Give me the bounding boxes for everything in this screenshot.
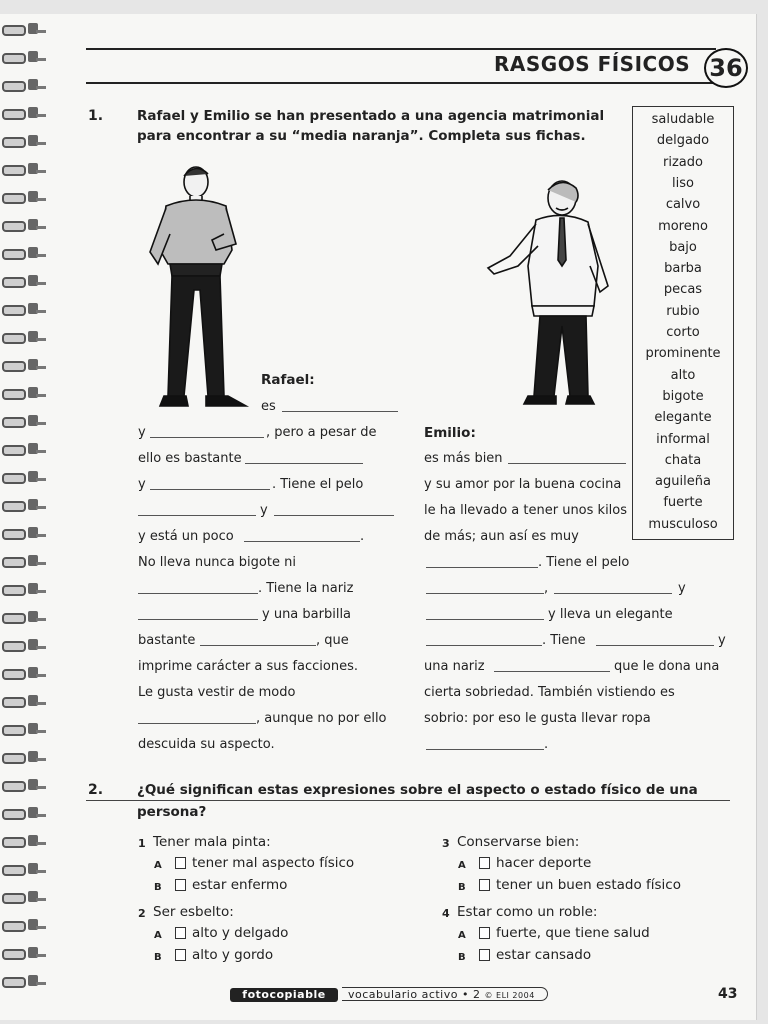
ring-wire: [36, 926, 46, 929]
option-letter-b: B: [154, 882, 162, 893]
rafael-blank-9[interactable]: [138, 619, 258, 620]
exercise-2-number: 2.: [88, 782, 104, 798]
ring-wire: [36, 646, 46, 649]
item-prompt: Tener mala pinta:: [153, 834, 271, 850]
ring-wire: [36, 338, 46, 341]
spiral-binding: [0, 22, 48, 997]
word-bank-item: aguileña: [655, 474, 711, 490]
item-number: 1: [138, 837, 146, 850]
spiral-ring: [2, 106, 44, 120]
option-a-text: hacer deporte: [496, 855, 592, 871]
spiral-ring: [2, 666, 44, 680]
ring-loop: [2, 585, 26, 596]
ring-wire: [36, 982, 46, 985]
spiral-ring: [2, 582, 44, 596]
option-a-text: fuerte, que tiene salud: [496, 925, 650, 941]
spiral-ring: [2, 78, 44, 92]
rafael-blank-6[interactable]: [274, 515, 394, 516]
checkbox-option-b[interactable]: [175, 879, 186, 891]
word-bank-item: pecas: [663, 282, 703, 298]
ring-loop: [2, 725, 26, 736]
header-bottom-rule: [86, 82, 716, 84]
ring-loop: [2, 501, 26, 512]
rafael-blank-2[interactable]: [150, 437, 264, 438]
option-letter-a: A: [154, 930, 162, 941]
ring-loop: [2, 25, 26, 36]
word-bank-item: moreno: [658, 218, 708, 234]
word-bank-item: calvo: [665, 197, 701, 213]
rafael-blank-1[interactable]: [282, 411, 398, 412]
emilio-line-dona: que le dona una: [614, 659, 720, 674]
word-bank-item: elegante: [654, 410, 712, 426]
ring-wire: [36, 534, 46, 537]
word-bank-item: musculoso: [648, 516, 718, 532]
word-bank-item: liso: [672, 175, 694, 191]
item-number: 3: [442, 837, 450, 850]
rafael-name: Rafael:: [261, 372, 315, 388]
ring-wire: [36, 142, 46, 145]
option-a-text: alto y delgado: [192, 925, 289, 941]
spiral-ring: [2, 302, 44, 316]
rafael-period-1: .: [360, 529, 365, 544]
ring-wire: [36, 170, 46, 173]
ring-loop: [2, 221, 26, 232]
emilio-blank-4[interactable]: [554, 593, 672, 594]
emilio-line-tiene-pelo: . Tiene el pelo: [538, 555, 630, 570]
ring-loop: [2, 529, 26, 540]
ring-loop: [2, 949, 26, 960]
rafael-line-bastante: bastante: [138, 633, 196, 648]
emilio-name: Emilio:: [424, 425, 476, 441]
emilio-blank-5[interactable]: [426, 619, 544, 620]
exercise-1-instruction-line2: para encontrar a su “media naranja”. Completa sus fichas.: [137, 128, 586, 144]
ring-wire: [36, 786, 46, 789]
ring-wire: [36, 254, 46, 257]
spiral-ring: [2, 778, 44, 792]
checkbox-option-b[interactable]: [175, 949, 186, 961]
spiral-ring: [2, 358, 44, 372]
rafael-blank-4[interactable]: [150, 489, 270, 490]
ring-loop: [2, 669, 26, 680]
spiral-ring: [2, 274, 44, 288]
rafael-line-pero: , pero a pesar de: [266, 425, 377, 440]
ring-loop: [2, 753, 26, 764]
ring-loop: [2, 781, 26, 792]
ring-loop: [2, 697, 26, 708]
word-bank-item: rizado: [663, 154, 703, 170]
ring-wire: [36, 618, 46, 621]
spiral-ring: [2, 918, 44, 932]
rafael-illustration: [136, 160, 256, 412]
item-prompt: Ser esbelto:: [153, 904, 234, 920]
checkbox-option-a[interactable]: [479, 927, 490, 939]
emilio-blank-7[interactable]: [596, 645, 714, 646]
emilio-blank-8[interactable]: [494, 671, 610, 672]
option-b-text: estar enfermo: [192, 877, 288, 893]
unit-number-badge: 36: [704, 48, 748, 88]
option-letter-a: A: [154, 860, 162, 871]
spiral-ring: [2, 554, 44, 568]
exercise-2-instruction-line1: ¿Qué significan estas expresiones sobre el aspecto o estado físico de una: [137, 782, 698, 798]
ring-loop: [2, 809, 26, 820]
option-letter-a: A: [458, 860, 466, 871]
spiral-ring: [2, 862, 44, 876]
emilio-line-una-nariz: una nariz: [424, 659, 485, 674]
exercise-1-number: 1.: [88, 108, 104, 124]
ring-loop: [2, 193, 26, 204]
rafael-blank-5[interactable]: [138, 515, 256, 516]
word-bank-item: chata: [664, 452, 702, 468]
rafael-blank-10[interactable]: [200, 645, 316, 646]
ring-wire: [36, 310, 46, 313]
ring-wire: [36, 506, 46, 509]
spiral-ring: [2, 190, 44, 204]
ring-loop: [2, 305, 26, 316]
checkbox-option-a[interactable]: [479, 857, 490, 869]
spiral-ring: [2, 330, 44, 344]
ring-loop: [2, 137, 26, 148]
ring-loop: [2, 445, 26, 456]
ring-wire: [36, 730, 46, 733]
word-bank-item: corto: [666, 325, 700, 340]
ring-loop: [2, 613, 26, 624]
item-prompt: Conservarse bien:: [457, 834, 580, 850]
footer-series: [342, 987, 548, 1001]
emilio-line-llevado: le ha llevado a tener unos kilos: [424, 503, 628, 518]
spiral-ring: [2, 246, 44, 260]
ring-wire: [36, 450, 46, 453]
item-number: 4: [442, 907, 450, 920]
emilio-illustration: [480, 176, 616, 408]
ring-wire: [36, 226, 46, 229]
rafael-blank-11[interactable]: [138, 723, 256, 724]
ring-loop: [2, 893, 26, 904]
emilio-blank-6[interactable]: [426, 645, 542, 646]
spiral-ring: [2, 750, 44, 764]
emilio-blank-1[interactable]: [508, 463, 626, 464]
ring-wire: [36, 954, 46, 957]
spiral-ring: [2, 218, 44, 232]
word-bank-item: rubio: [666, 303, 700, 319]
word-bank-item: delgado: [656, 133, 710, 149]
ring-wire: [36, 870, 46, 873]
ring-wire: [36, 422, 46, 425]
ring-wire: [36, 58, 46, 61]
checkbox-option-b[interactable]: [479, 879, 490, 891]
rafael-line-que: , que: [316, 633, 349, 648]
rafael-line-tiene-pelo: . Tiene el pelo: [272, 477, 364, 492]
header-top-rule: [86, 48, 716, 50]
spiral-ring: [2, 134, 44, 148]
ring-loop: [2, 977, 26, 988]
rafael-line-le-gusta: Le gusta vestir de modo: [138, 685, 296, 700]
emilio-line-demas: de más; aun así es muy: [424, 529, 579, 544]
ring-wire: [36, 198, 46, 201]
ring-loop: [2, 361, 26, 372]
rafael-line-descuida: descuida su aspecto.: [138, 737, 275, 752]
emilio-blank-2[interactable]: [426, 567, 538, 568]
ring-wire: [36, 282, 46, 285]
ring-wire: [36, 86, 46, 89]
fotocopiable-badge: fotocopiable: [230, 988, 338, 1002]
rafael-line-esta-poco: y está un poco: [138, 529, 234, 544]
rafael-blank-7[interactable]: [244, 541, 360, 542]
option-letter-a: A: [458, 930, 466, 941]
word-bank-item: saludable: [651, 112, 715, 127]
option-letter-b: B: [154, 952, 162, 963]
word-bank-item: bigote: [662, 388, 704, 404]
checkbox-option-a[interactable]: [175, 857, 186, 869]
word-bank-item: bajo: [669, 239, 697, 255]
spiral-ring: [2, 498, 44, 512]
ring-loop: [2, 837, 26, 848]
option-b-text: tener un buen estado físico: [496, 877, 681, 893]
ring-loop: [2, 249, 26, 260]
series-name: vocabulario activo • 2: [348, 988, 481, 1001]
ring-loop: [2, 921, 26, 932]
emilio-line-sobriedad: cierta sobriedad. También vistiendo es: [424, 685, 675, 700]
ring-wire: [36, 478, 46, 481]
ring-loop: [2, 277, 26, 288]
option-b-text: estar cansado: [496, 947, 592, 963]
ring-wire: [36, 898, 46, 901]
ring-loop: [2, 333, 26, 344]
ring-loop: [2, 109, 26, 120]
spiral-ring: [2, 610, 44, 624]
item-prompt: Estar como un roble:: [457, 904, 598, 920]
emilio-blank-9[interactable]: [426, 749, 544, 750]
ring-wire: [36, 366, 46, 369]
checkbox-option-b[interactable]: [479, 949, 490, 961]
ring-wire: [36, 394, 46, 397]
spiral-ring: [2, 162, 44, 176]
spiral-ring: [2, 414, 44, 428]
spiral-ring: [2, 22, 44, 36]
emilio-line-sobrio: sobrio: por eso le gusta llevar ropa: [424, 711, 651, 726]
option-letter-b: B: [458, 952, 466, 963]
checkbox-option-a[interactable]: [175, 927, 186, 939]
exercise-1-instruction-line1: Rafael y Emilio se han presentado a una agencia matrimonial: [137, 108, 605, 124]
ring-loop: [2, 473, 26, 484]
spiral-ring: [2, 806, 44, 820]
spiral-ring: [2, 386, 44, 400]
emilio-period: .: [544, 737, 549, 752]
ring-wire: [36, 842, 46, 845]
word-bank: [632, 106, 734, 540]
emilio-line-tiene: . Tiene: [542, 633, 586, 648]
rafael-line-tiene-nariz: . Tiene la nariz: [258, 581, 354, 596]
option-letter-b: B: [458, 882, 466, 893]
emilio-line-y: y: [678, 581, 686, 596]
spiral-ring: [2, 442, 44, 456]
ring-wire: [36, 758, 46, 761]
copyright-notice: © ELI 2004: [484, 991, 535, 1000]
spiral-ring: [2, 890, 44, 904]
page-title: RASGOS FÍSICOS: [494, 52, 691, 76]
ring-wire: [36, 30, 46, 33]
rafael-line-y2: y: [138, 477, 146, 492]
ring-loop: [2, 81, 26, 92]
spiral-ring: [2, 470, 44, 484]
emilio-line-mas-bien: es más bien: [424, 451, 503, 466]
item-number: 2: [138, 907, 146, 920]
word-bank-item: alto: [670, 367, 696, 383]
rafael-line-ello: ello es bastante: [138, 451, 242, 466]
ring-wire: [36, 814, 46, 817]
ring-wire: [36, 702, 46, 705]
ring-loop: [2, 165, 26, 176]
rafael-line-aunque: , aunque no por ello: [256, 711, 387, 726]
rafael-blank-8[interactable]: [138, 593, 258, 594]
ring-wire: [36, 114, 46, 117]
emilio-comma: ,: [544, 581, 549, 596]
rafael-line-es: es: [261, 399, 276, 414]
spiral-ring: [2, 946, 44, 960]
ring-loop: [2, 865, 26, 876]
ring-loop: [2, 641, 26, 652]
page-number: 43: [718, 986, 738, 1002]
spiral-ring: [2, 638, 44, 652]
spiral-ring: [2, 50, 44, 64]
emilio-blank-3[interactable]: [426, 593, 544, 594]
option-b-text: alto y gordo: [192, 947, 274, 963]
rafael-line-barbilla: y una barbilla: [262, 607, 352, 622]
ring-wire: [36, 674, 46, 677]
ring-loop: [2, 389, 26, 400]
exercise-2-instruction-line2: persona?: [137, 804, 207, 820]
word-bank-item: informal: [656, 431, 710, 447]
ring-wire: [36, 562, 46, 565]
emilio-line-y2: y: [718, 633, 726, 648]
word-bank-item: barba: [664, 261, 702, 277]
spiral-ring: [2, 694, 44, 708]
spiral-ring: [2, 974, 44, 988]
spiral-ring: [2, 526, 44, 540]
word-bank-item: fuerte: [663, 495, 703, 511]
spiral-ring: [2, 834, 44, 848]
ring-loop: [2, 557, 26, 568]
ring-loop: [2, 417, 26, 428]
emilio-line-lleva: y lleva un elegante: [548, 607, 673, 622]
rafael-line-y3: y: [260, 503, 268, 518]
ring-loop: [2, 53, 26, 64]
rafael-line-y1: y: [138, 425, 146, 440]
spiral-ring: [2, 722, 44, 736]
emilio-line-amor: y su amor por la buena cocina: [424, 477, 622, 492]
rafael-blank-3[interactable]: [245, 463, 363, 464]
rafael-line-no-lleva: No lleva nunca bigote ni: [138, 555, 296, 570]
word-bank-item: prominente: [645, 346, 721, 362]
ring-wire: [36, 590, 46, 593]
option-a-text: tener mal aspecto físico: [192, 855, 355, 871]
rafael-line-imprime: imprime carácter a sus facciones.: [138, 659, 358, 674]
exercise-2-rule: [86, 800, 730, 801]
